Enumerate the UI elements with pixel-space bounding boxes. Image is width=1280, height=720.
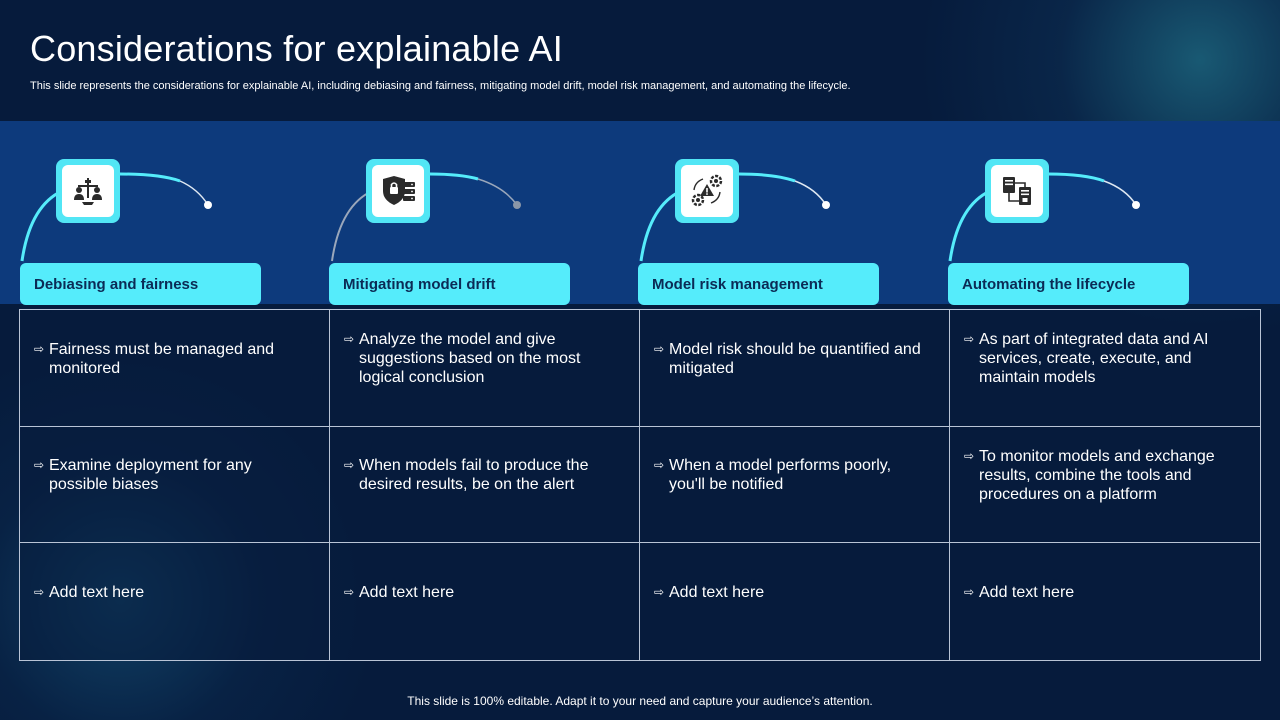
considerations-table xyxy=(19,309,1261,661)
icon-box-2 xyxy=(366,159,430,223)
arrow-bullet-icon: ⇨ xyxy=(964,332,975,347)
table-cell xyxy=(950,427,1260,544)
cell-text: To monitor models and exchange results, combine the tools and procedures on a platform xyxy=(979,447,1215,503)
arrow-bullet-icon: ⇨ xyxy=(654,341,665,356)
icon-box-4 xyxy=(985,159,1049,223)
gears-warning-icon xyxy=(689,173,725,209)
cell-text: As part of integrated data and AI services, create, execute, and maintain models xyxy=(979,331,1209,387)
table-cell xyxy=(330,310,640,427)
cell-text: Add text here xyxy=(49,584,145,602)
table-cell xyxy=(20,427,330,544)
cell-text: When models fail to produce the desired results, be on the alert xyxy=(359,457,589,494)
arrow-bullet-icon: ⇨ xyxy=(964,448,975,463)
cell-text: Model risk should be quantified and mitigated xyxy=(669,340,921,377)
cell-text: Analyze the model and give suggestions based on the most logical conclusion xyxy=(359,331,581,387)
arrow-bullet-icon: ⇨ xyxy=(654,585,665,600)
arrow-bullet-icon: ⇨ xyxy=(34,458,45,473)
cell-text: Add text here xyxy=(669,584,765,602)
page-title: Considerations for explainable AI xyxy=(30,28,563,69)
heading-lifecycle: Automating the lifecycle xyxy=(948,263,1189,305)
table-cell xyxy=(330,427,640,544)
cell-text: Add text here xyxy=(359,584,455,602)
arrow-bullet-icon: ⇨ xyxy=(344,585,355,600)
icon-box-1 xyxy=(56,159,120,223)
scale-people-icon xyxy=(70,173,106,209)
connector-dot-1 xyxy=(204,201,212,209)
cell-text: When a model performs poorly, you'll be notified xyxy=(669,457,892,494)
connector-dot-4 xyxy=(1132,201,1140,209)
cell-text: Add text here xyxy=(979,584,1075,602)
cell-text: Fairness must be managed and monitored xyxy=(49,340,275,377)
connector-dot-2 xyxy=(513,201,521,209)
table-cell xyxy=(950,310,1260,427)
heading-debiasing: Debiasing and fairness xyxy=(20,263,261,305)
icon-box-3 xyxy=(675,159,739,223)
table-cell xyxy=(20,310,330,427)
arrow-bullet-icon: ⇨ xyxy=(964,585,975,600)
table-cell xyxy=(330,543,640,660)
shield-server-icon xyxy=(379,173,417,209)
heading-risk-management: Model risk management xyxy=(638,263,879,305)
arrow-bullet-icon: ⇨ xyxy=(654,458,665,473)
arrow-bullet-icon: ⇨ xyxy=(34,585,45,600)
table-cell xyxy=(640,543,950,660)
connector-dot-3 xyxy=(822,201,830,209)
table-cell xyxy=(640,427,950,544)
arrow-bullet-icon: ⇨ xyxy=(34,341,45,356)
heading-model-drift: Mitigating model drift xyxy=(329,263,570,305)
arrow-bullet-icon: ⇨ xyxy=(344,458,355,473)
table-cell xyxy=(640,310,950,427)
table-cell xyxy=(950,543,1260,660)
arrow-bullet-icon: ⇨ xyxy=(344,332,355,347)
table-cell xyxy=(20,543,330,660)
servers-sync-icon xyxy=(999,173,1035,209)
footer-note: This slide is 100% editable. Adapt it to your need and capture your audience’s attention. xyxy=(407,694,873,708)
page-subtitle: This slide represents the considerations for explainable AI, including debiasing and fairness, mitigating model drift, model risk management, and automating the lifecycle. xyxy=(30,80,851,92)
cell-text: Examine deployment for any possible biases xyxy=(49,457,252,494)
connector-arc-4 xyxy=(950,191,990,261)
